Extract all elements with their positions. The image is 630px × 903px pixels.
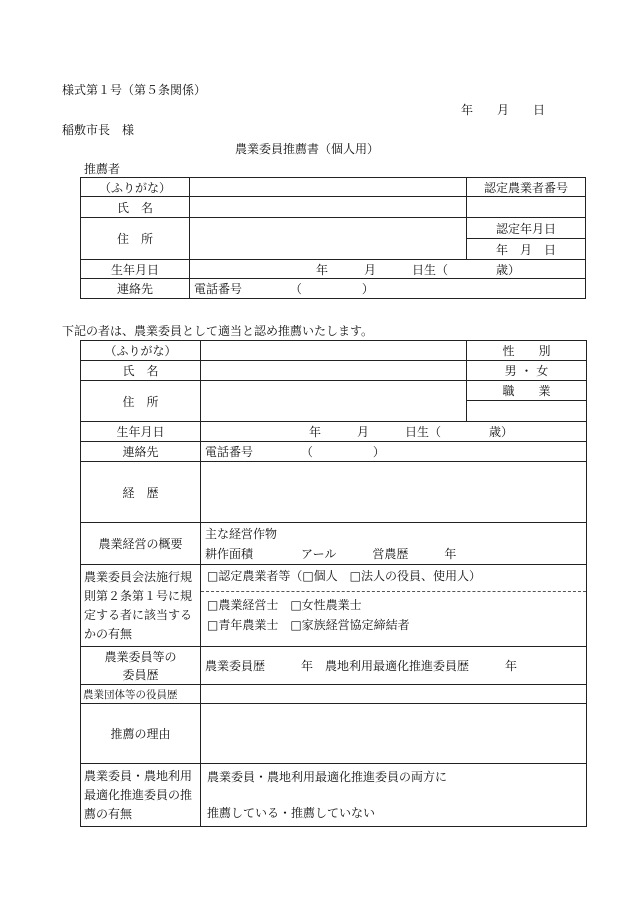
nom-phone-paren: （ ） [300, 445, 385, 459]
nom-address-field[interactable] [201, 381, 467, 422]
nom-occupation-field[interactable] [467, 401, 587, 422]
nom-officer-label: 農業団体等の役員歴 [81, 685, 201, 704]
rec-phone-label: 電話番号 [194, 282, 243, 296]
nom-reason-label: 推薦の理由 [81, 704, 201, 764]
nom-career-field[interactable] [201, 462, 587, 523]
nom-reason-field[interactable] [201, 704, 587, 764]
nom-history-value[interactable]: 農業委員歴 年 農地利用最適化推進委員歴 年 [201, 647, 587, 685]
nom-occupation-label: 職 業 [467, 381, 587, 401]
rec-cert-date-label: 認定年月日 [467, 218, 586, 239]
statement: 下記の者は、農業委員として適当と認め推薦いたします。 [62, 324, 374, 338]
rec-address-label: 住 所 [81, 218, 190, 260]
addressee: 稲敷市長 様 [62, 123, 135, 137]
nom-farm-label: 農業経営の概要 [81, 523, 201, 565]
nom-contact-value[interactable] [201, 442, 587, 462]
farm-crops: 主な経営作物 [205, 526, 278, 541]
page-title: 農業委員推薦書（個人用） [235, 142, 380, 156]
nom-furigana-field[interactable] [201, 341, 467, 361]
nom-name-field[interactable] [201, 361, 467, 381]
nom-history-label [81, 647, 201, 685]
nom-birth-value[interactable]: 年 月 日生（ 歳） [201, 422, 587, 442]
recommender-table [80, 177, 586, 299]
nominee-table [80, 340, 587, 827]
rec-cert-no-field[interactable] [467, 197, 586, 218]
rec-contact-value[interactable] [190, 279, 586, 299]
dual-line1: 農業委員・農地利用最適化推進委員の両方に [207, 770, 448, 784]
rec-phone-paren: （ ） [289, 282, 374, 296]
farm-area: 耕作面積 アール 営農歴 年 [205, 546, 457, 561]
nom-birth-label: 生年月日 [81, 422, 201, 442]
rec-furigana-field[interactable] [190, 178, 467, 197]
law-check-row2[interactable]: □青年農業士 □家族経営協定締結者 [207, 618, 410, 632]
nom-gender-options[interactable]: 男 ・ 女 [467, 361, 587, 381]
law-cert-farmer[interactable]: □認定農業者等（□個人 □法人の役員、使用人） [201, 565, 586, 592]
rec-cert-no-label: 認定農業者番号 [467, 178, 586, 197]
nom-contact-label: 連絡先 [81, 442, 201, 462]
dual-options[interactable]: 推薦している・推薦していない [207, 806, 376, 820]
nom-law-label: 農業委員会法施行規則第２条第１号に規定する者に該当するかの有無 [81, 565, 201, 647]
nom-phone-label: 電話番号 [205, 445, 254, 459]
rec-name-label: 氏 名 [81, 197, 190, 218]
nom-dual-label: 農業委員・農地利用最適化推進委員の推薦の有無 [81, 764, 201, 827]
rec-cert-date-value[interactable]: 年 月 日 [467, 239, 586, 260]
rec-furigana-label: （ふりがな） [81, 178, 190, 197]
rec-name-field[interactable] [190, 197, 467, 218]
rec-birth-label: 生年月日 [81, 260, 190, 279]
nom-officer-field[interactable] [201, 685, 587, 704]
rec-address-field[interactable] [190, 218, 467, 260]
rec-contact-label: 連絡先 [81, 279, 190, 299]
recommender-label: 推薦者 [84, 162, 121, 176]
history-label-line1: 農業委員等の [104, 649, 177, 664]
history-label-line2: 委員歴 [122, 667, 159, 682]
nom-gender-label: 性 別 [467, 341, 587, 361]
form-number: 様式第１号（第５条関係） [62, 83, 207, 97]
nom-address-label: 住 所 [81, 381, 201, 422]
date-line: 年 月 日 [461, 103, 546, 117]
nom-career-label: 経 歴 [81, 462, 201, 523]
nom-farm-value[interactable] [201, 523, 587, 565]
nom-name-label: 氏 名 [81, 361, 201, 381]
nom-dual-value[interactable] [201, 764, 587, 827]
nom-law-value[interactable] [201, 565, 587, 647]
law-check-row1[interactable]: □農業経営士 □女性農業士 [207, 598, 362, 612]
nom-furigana-label: （ふりがな） [81, 341, 201, 361]
rec-birth-value[interactable]: 年 月 日生（ 歳） [190, 260, 586, 279]
